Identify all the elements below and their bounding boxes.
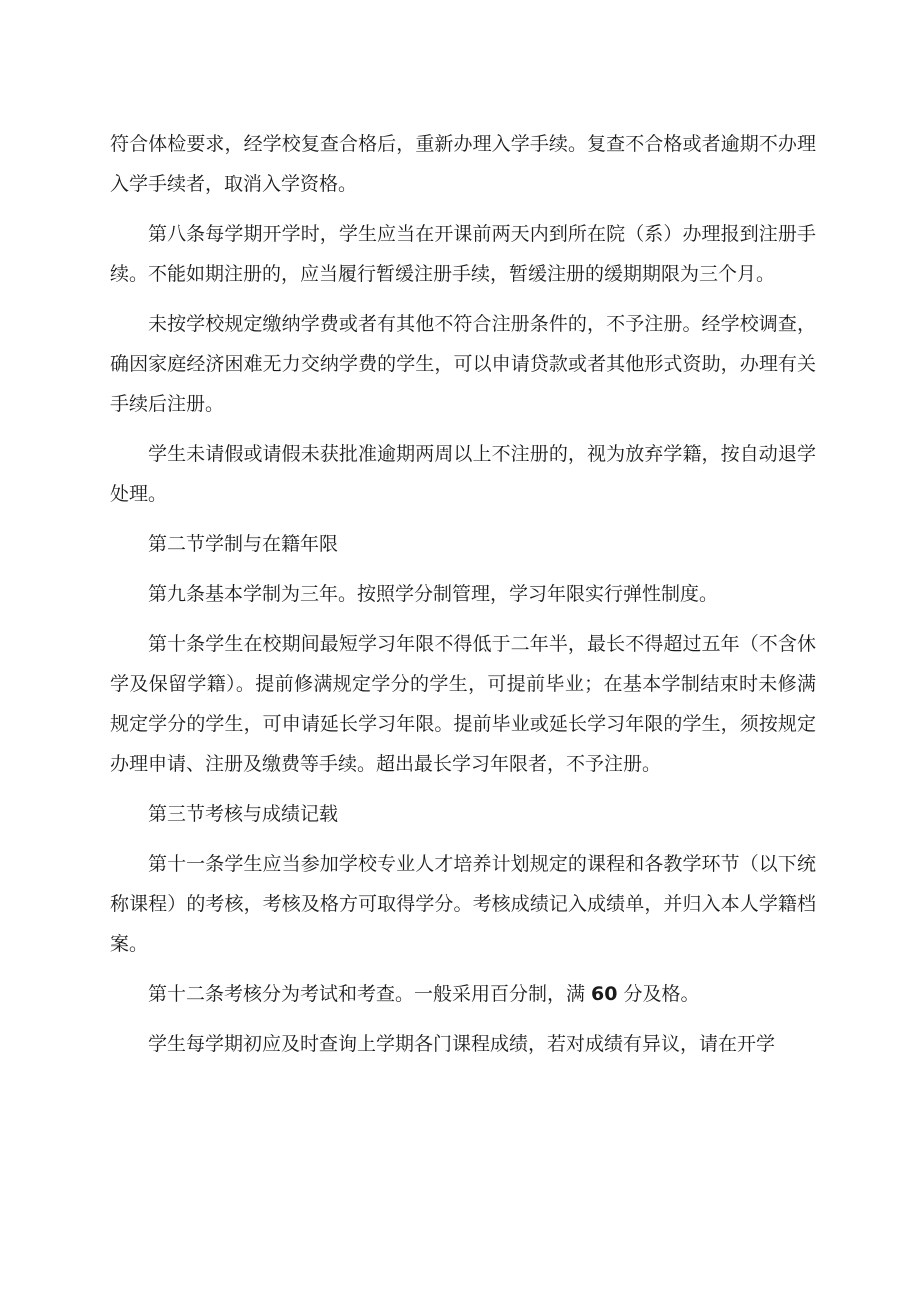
withdrawal-paragraph: 学生未请假或请假未获批准逾期两周以上不注册的，视为放弃学籍，按自动退学处理。 <box>110 443 816 505</box>
section-2-heading: 第二节学制与在籍年限 <box>148 533 339 555</box>
article-12-paragraph <box>110 974 816 1014</box>
article-9-paragraph: 第九条基本学制为三年。按照学分制管理，学习年限实行弹性制度。 <box>148 583 719 605</box>
article-11-paragraph: 第十一条学生应当参加学校专业人才培养计划规定的课程和各教学环节（以下统称课程）的考核，考核及格方可取得学分。考核成绩记入成绩单，并归入本人学籍档案。 <box>110 853 816 955</box>
document-body <box>110 124 816 1074</box>
registration-fee-paragraph: 未按学校规定缴纳学费或者有其他不符合注册条件的，不予注册。经学校调查，确因家庭经济困难无力交纳学费的学生，可以申请贷款或者其他形式资助，办理有关手续后注册。 <box>110 313 816 415</box>
article-12-text-after: 分及格。 <box>617 983 700 1005</box>
article-8-paragraph: 第八条每学期开学时，学生应当在开课前两天内到所在院（系）办理报到注册手续。不能如期注册的，应当履行暂缓注册手续，暂缓注册的缓期期限为三个月。 <box>110 223 816 285</box>
paragraph-continuation: 符合体检要求，经学校复查合格后，重新办理入学手续。复查不合格或者逾期不办理入学手续者，取消入学资格。 <box>110 133 816 195</box>
section-3-heading: 第三节考核与成绩记载 <box>148 803 339 825</box>
article-10-paragraph: 第十条学生在校期间最短学习年限不得低于二年半，最长不得超过五年（不含休学及保留学籍）。提前修满规定学分的学生，可提前毕业；在基本学制结束时未修满规定学分的学生，可申请延长学习年限。提前毕业或延长学习年限的学生，须按规定办理申请、注册及缴费等手续。超出最长学习年限者，不予注册。 <box>110 633 816 775</box>
grade-query-paragraph: 学生每学期初应及时查询上学期各门课程成绩，若对成绩有异议，请在开学 <box>148 1033 776 1055</box>
article-12-text-before: 第十二条考核分为考试和考查。一般采用百分制，满 <box>148 983 592 1005</box>
passing-score: 60 <box>591 983 618 1005</box>
